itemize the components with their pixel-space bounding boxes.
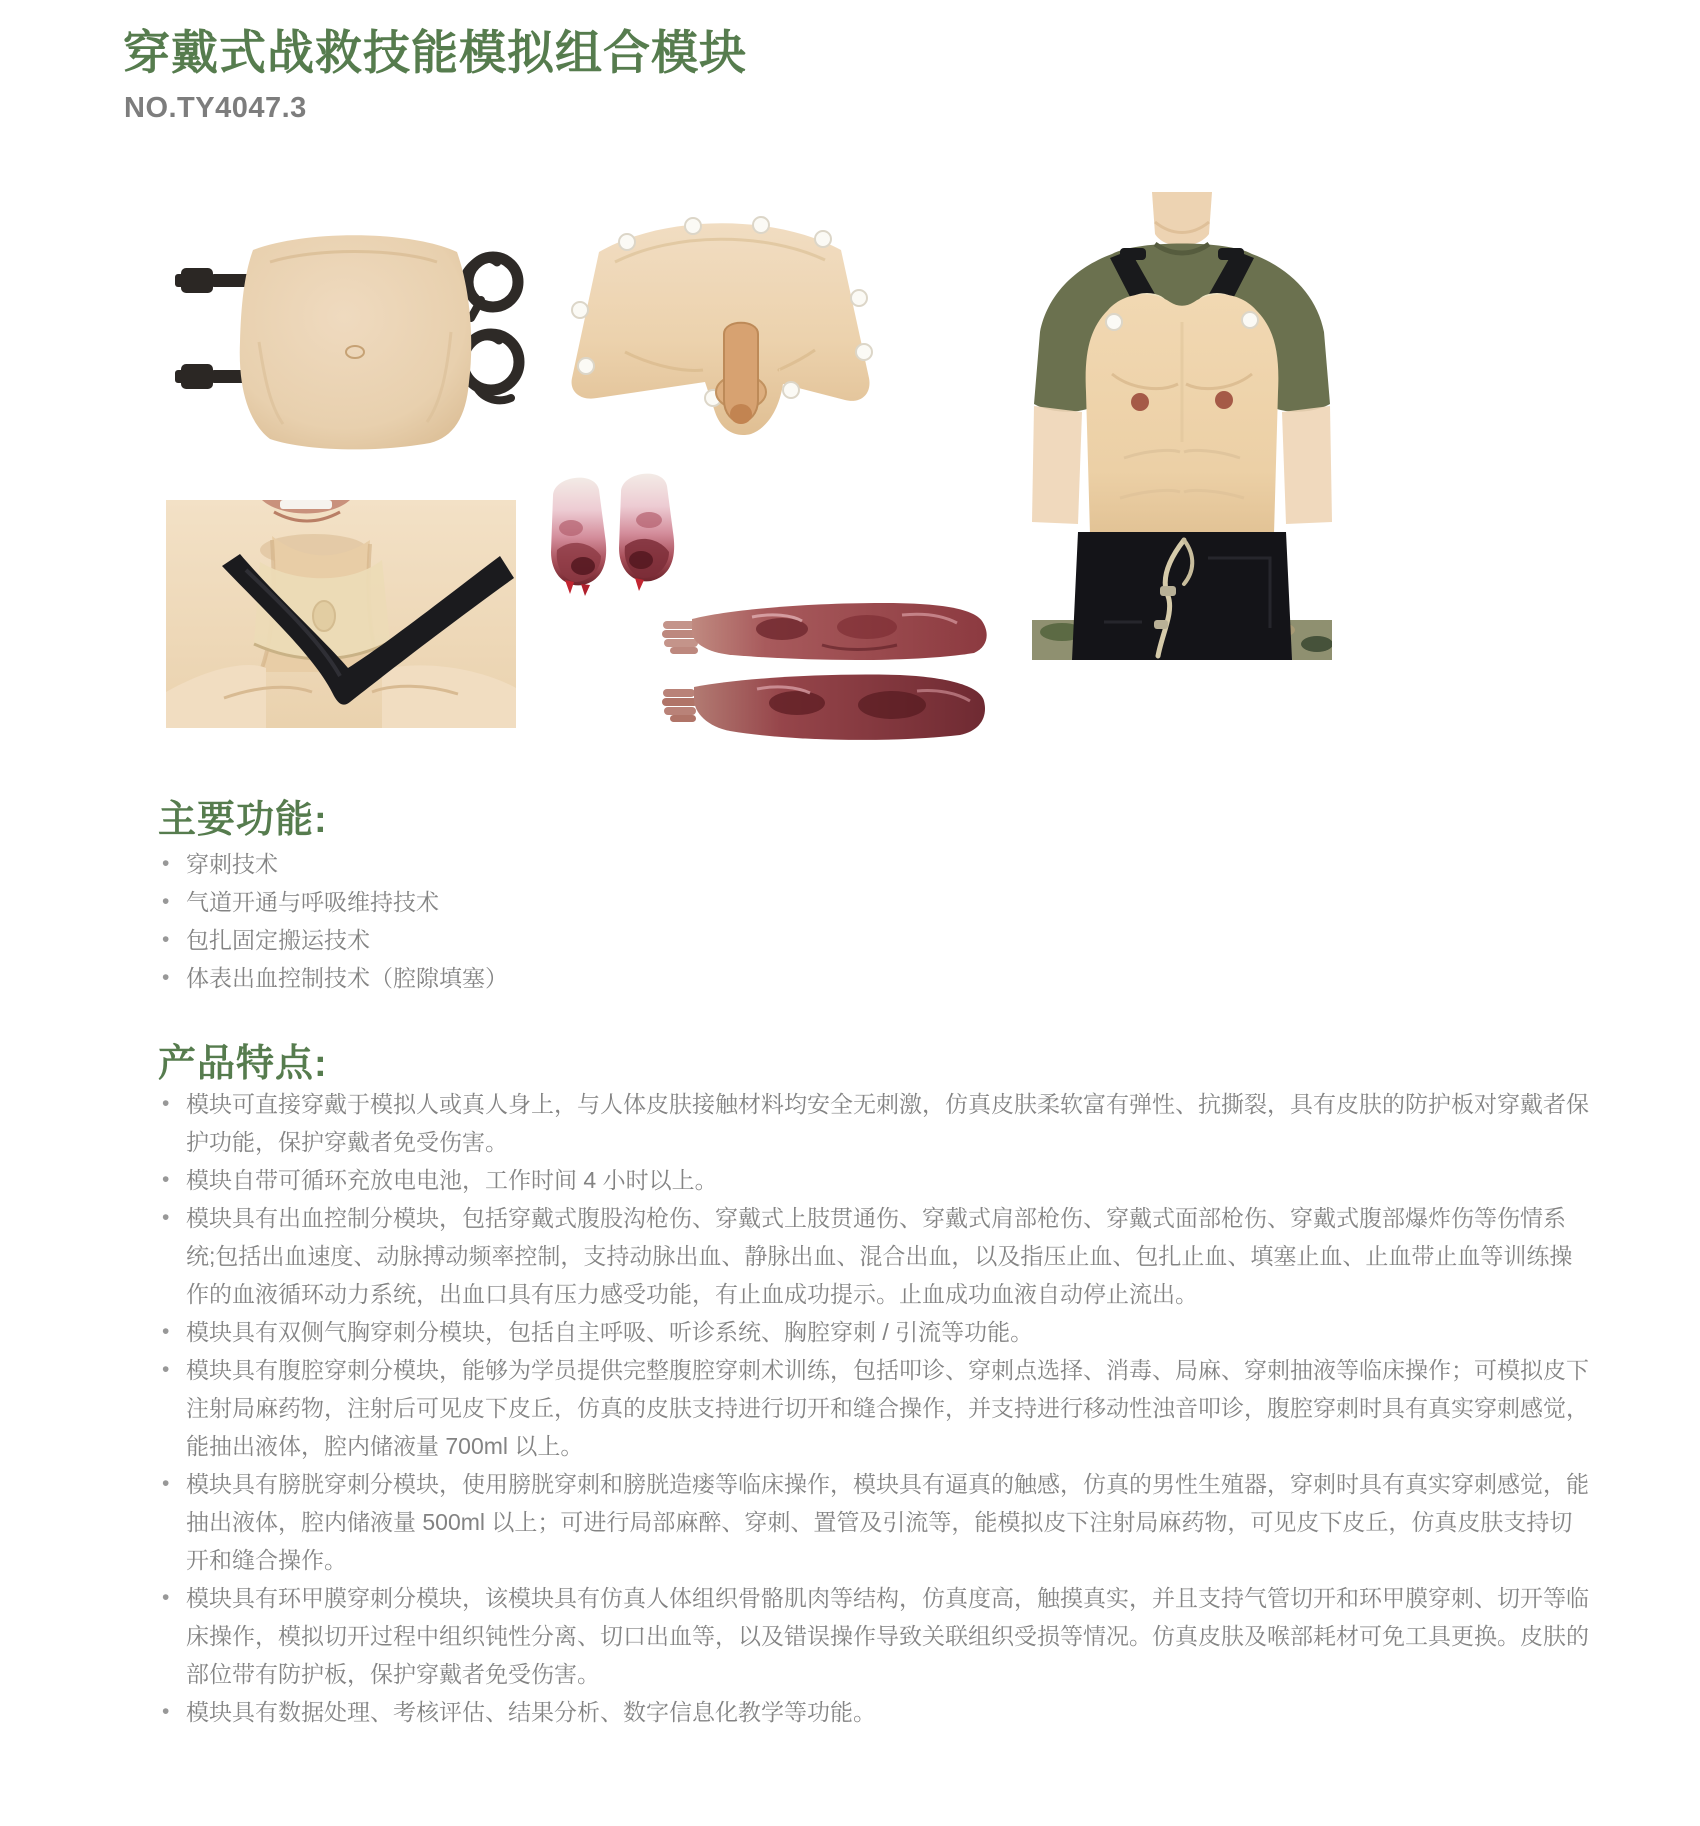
feature-item-text: 模块具有数据处理、考核评估、结果分析、数字信息化教学等功能。 [186, 1699, 876, 1725]
abdomen-strap-module-illustration [175, 222, 525, 454]
wearer-neck [1152, 192, 1212, 246]
feature-item-text: 模块自带可循环充放电电池，工作时间 4 小时以上。 [186, 1167, 718, 1193]
wounded-arm-lower [662, 675, 985, 740]
feature-item-text: 模块具有环甲膜穿刺分模块，该模块具有仿真人体组织骨骼肌肉等结构，仿真度高，触摸真实，并且支持气管切开和环甲膜穿刺、切开等临床操作，模拟切开过程中组织钝性分离、切口出血等，以及错误操作导致关联组织受损等情况。仿真皮肤及喉部耗材可免工具更换。皮肤的部位带有防护板，保护穿戴者免受伤害。 [186, 1585, 1589, 1687]
foot-stump-left [551, 478, 606, 596]
feature-list-item [158, 1313, 1590, 1351]
foot-stump-right [619, 474, 674, 591]
arm-wound-models-illustration [662, 585, 990, 745]
left-strap-buckles [175, 268, 249, 389]
page-title: 穿戴式战救技能模拟组合模块 [123, 26, 747, 79]
feature-item-text: 模块可直接穿戴于模拟人或真人身上，与人体皮肤接触材料均安全无刺激，仿真皮肤柔软富有弹性、抗撕裂，具有皮肤的防护板对穿戴者保护功能，保护穿戴者免受伤害。 [186, 1091, 1589, 1155]
feature-list-item [158, 1579, 1590, 1693]
product-features-list [158, 1085, 1590, 1731]
function-list-item [158, 959, 1590, 997]
snap-button [1242, 312, 1258, 328]
section-heading-main-functions: 主要功能: [158, 799, 328, 841]
chest-module-wearer-illustration [1012, 192, 1352, 660]
product-number: NO.TY4047.3 [124, 92, 307, 124]
nipple-right [1215, 391, 1233, 409]
function-item-text: 体表出血控制技术（腔隙填塞） [186, 965, 508, 991]
function-item-text: 包扎固定搬运技术 [186, 927, 370, 953]
feature-list-item [158, 1085, 1590, 1161]
section-heading-product-features: 产品特点: [158, 1043, 328, 1085]
feature-list-item [158, 1693, 1590, 1731]
function-item-text: 气道开通与呼吸维持技术 [186, 889, 439, 915]
foot-stump-wound-models-photo [537, 466, 689, 598]
feature-list-item [158, 1199, 1590, 1313]
arm-wound-models-photo [662, 585, 990, 745]
feature-item-text: 模块具有膀胱穿刺分模块，使用膀胱穿刺和膀胱造瘘等临床操作，模块具有逼真的触感，仿真的男性生殖器，穿刺时具有真实穿刺感觉，能抽出液体，腔内储液量 500ml 以上；可进行局部麻醉、穿刺、置管及引流等，能模拟皮下注射局麻药物，可见皮下皮丘，仿真皮肤支持切开和缝合操作。 [186, 1471, 1589, 1573]
nipple-left [1131, 393, 1149, 411]
wounded-arm-upper [662, 603, 987, 660]
feature-item-text: 模块具有出血控制分模块，包括穿戴式腹股沟枪伤、穿戴式上肢贯通伤、穿戴式肩部枪伤、穿戴式面部枪伤、穿戴式腹部爆炸伤等伤情系统;包括出血速度、动脉搏动频率控制，支持动脉出血、静脉出血、混合出血，以及指压止血、包扎止血、填塞止血、止血带止血等训练操作的血液循环动力系统，出血口具有压力感受功能，有止血成功提示。止血成功血液自动停止流出。 [186, 1205, 1573, 1307]
function-list-item [158, 845, 1590, 883]
feature-list-item [158, 1465, 1590, 1579]
chest-module-wearer-photo [1012, 192, 1352, 660]
function-item-text: 穿刺技术 [186, 851, 278, 877]
feature-item-text: 模块具有双侧气胸穿刺分模块，包括自主呼吸、听诊系统、胸腔穿刺 / 引流等功能。 [186, 1319, 1034, 1345]
product-gallery [0, 170, 1700, 745]
right-strap-loops [463, 257, 519, 400]
abdomen-strap-module-photo [175, 222, 525, 454]
pelvis-shell [572, 223, 870, 435]
neck-module-wearer-illustration [166, 500, 516, 728]
chest-plate-module [1086, 293, 1279, 546]
main-functions-list [158, 845, 1590, 997]
abdomen-pad [240, 235, 472, 449]
black-apron [1072, 532, 1292, 660]
feature-list-item [158, 1351, 1590, 1465]
snap-button [1106, 314, 1122, 330]
feature-item-text: 模块具有腹腔穿刺分模块，能够为学员提供完整腹腔穿刺术训练，包括叩诊、穿刺点选择、消毒、局麻、穿刺抽液等临床操作；可模拟皮下注射局麻药物，注射后可见皮下皮丘，仿真的皮肤支持进行切开和缝合操作，并支持进行移动性浊音叩诊，腹腔穿刺时具有真实穿刺感觉，能抽出液体，腔内储液量 700ml 以上。 [186, 1357, 1589, 1459]
function-list-item [158, 921, 1590, 959]
neck-module-wearer-photo [166, 500, 516, 728]
foot-stump-wound-illustration [537, 466, 689, 598]
pelvis-module-illustration [565, 202, 875, 440]
pelvis-module-photo [565, 202, 875, 440]
feature-list-item [158, 1161, 1590, 1199]
function-list-item [158, 883, 1590, 921]
